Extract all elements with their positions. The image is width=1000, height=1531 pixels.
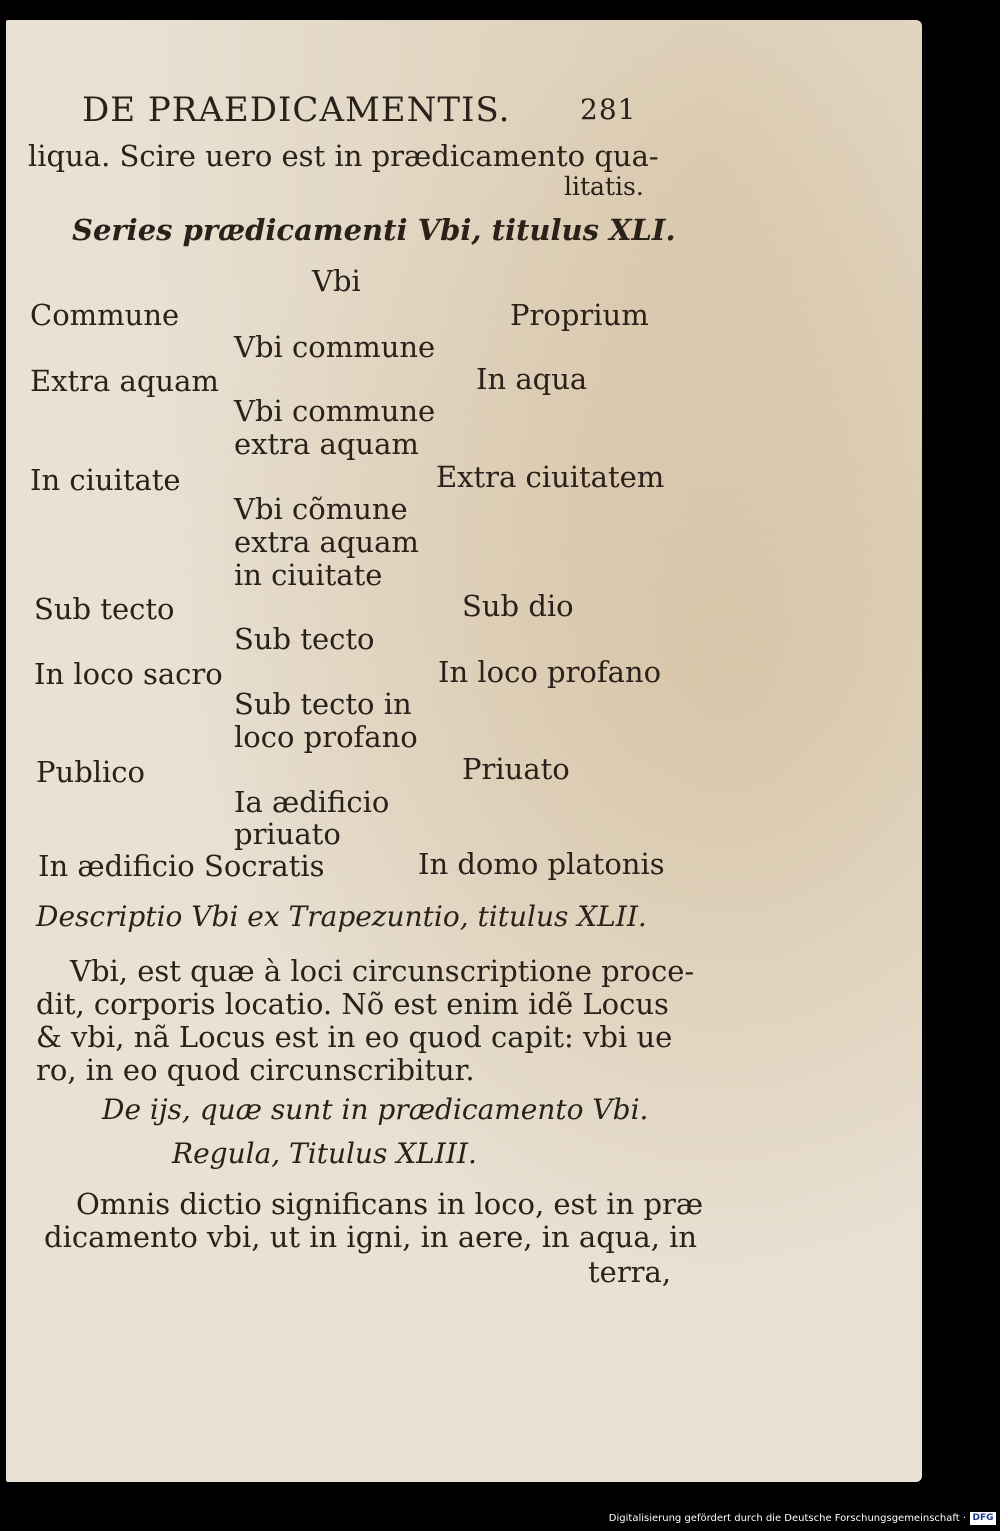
section-heading: Descriptio Vbi ex Trapezuntio, titulus XLII. — [36, 900, 647, 933]
paragraph-line: dicamento vbi, ut in igni, in aere, in aqua, in — [44, 1220, 698, 1254]
tree-left: Publico — [36, 755, 146, 789]
tree-left: In loco sacro — [34, 657, 223, 691]
section-heading: Series prædicamenti Vbi, titulus XLI. — [72, 213, 676, 247]
tree-middle: Sub tecto in — [234, 687, 412, 721]
tree-root: Vbi — [312, 264, 361, 298]
tree-middle: loco profano — [234, 720, 418, 754]
tree-right: In loco profano — [438, 655, 662, 689]
tree-middle: in ciuitate — [234, 558, 383, 592]
tree-middle: extra aquam — [234, 427, 419, 461]
dfg-logo: DFG — [970, 1512, 996, 1525]
paragraph-line: terra, — [588, 1255, 672, 1289]
tree-right: In domo platonis — [418, 847, 665, 881]
book-page — [6, 20, 922, 1482]
paragraph-line: Omnis dictio significans in loco, est in præ — [76, 1187, 704, 1221]
tree-middle: Vbi commune — [234, 330, 436, 364]
running-title: DE PRAEDICAMENTIS. — [82, 90, 511, 130]
paragraph-line: ro, in eo quod circunscribitur. — [36, 1053, 475, 1087]
tree-left: In ciuitate — [30, 463, 181, 497]
tree-middle: Vbi commune — [234, 394, 436, 428]
tree-left: Commune — [30, 298, 180, 332]
paragraph-line: Vbi, est quæ à loci circunscriptione proce- — [70, 954, 695, 988]
digitization-credit: Digitalisierung gefördert durch die Deutsche Forschungsgemeinschaft · — [608, 1513, 966, 1524]
tree-middle: extra aquam — [234, 525, 419, 559]
tree-right: Extra ciuitatem — [436, 460, 665, 494]
tree-right: Sub dio — [462, 589, 574, 623]
tree-left: In ædificio Socratis — [38, 849, 325, 883]
tree-middle: priuato — [234, 817, 341, 851]
tree-middle: Sub tecto — [234, 622, 375, 656]
tree-middle: Vbi cõmune — [234, 492, 408, 526]
tree-right: Priuato — [462, 752, 570, 786]
intro-line: litatis. — [564, 172, 644, 201]
tree-left: Sub tecto — [34, 592, 175, 626]
page-number: 281 — [580, 93, 637, 126]
section-heading: Regula, Titulus XLIII. — [172, 1137, 477, 1170]
tree-middle: Ia ædificio — [234, 785, 390, 819]
tree-right: In aqua — [476, 362, 588, 396]
section-heading: De ijs, quæ sunt in prædicamento Vbi. — [102, 1093, 649, 1126]
paragraph-line: & vbi, nã Locus est in eo quod capit: vbi ue — [36, 1020, 673, 1054]
intro-line: liqua. Scire uero est in prædicamento qua- — [28, 139, 659, 173]
paragraph-line: dit, corporis locatio. Nõ est enim idẽ Locus — [36, 987, 669, 1021]
tree-left: Extra aquam — [30, 364, 219, 398]
tree-right: Proprium — [510, 298, 649, 332]
